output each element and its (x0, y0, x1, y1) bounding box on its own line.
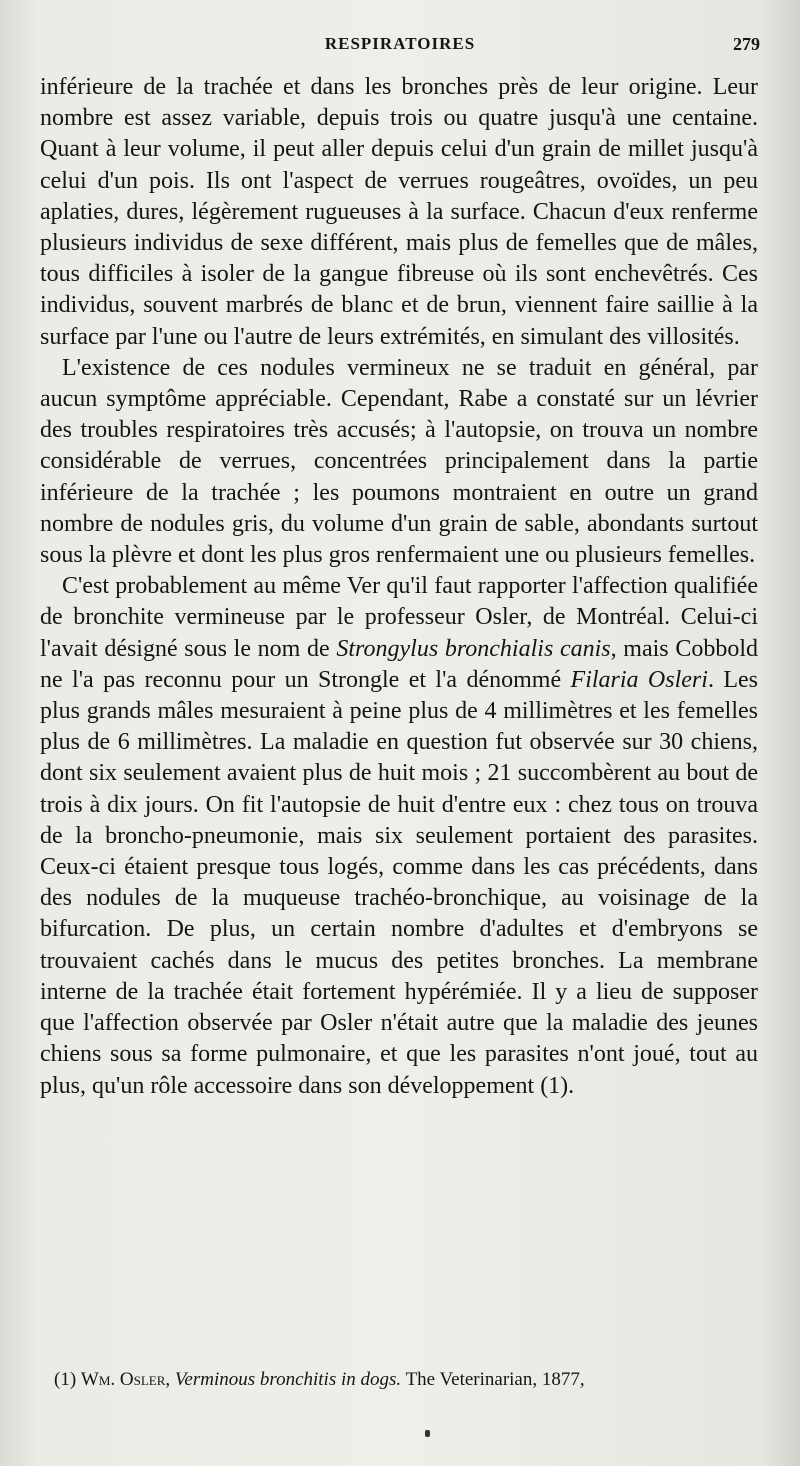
paragraph-3-text-b: , mais Cobbold ne l'a pas reconnu pour un Strongle et l'a dénommé (40, 635, 758, 693)
footnote (40, 1368, 758, 1392)
ink-speck (425, 1430, 430, 1437)
body-text (40, 72, 758, 1102)
page-number: 279 (733, 34, 760, 54)
footnote-marker: (1) (54, 1369, 77, 1390)
paragraph-3-text-c: . Les plus grands mâles mesuraient à peine plus de 4 millimètres et les femelles plus de 6 millimètres. La maladie en question fut observée sur 30 chiens, dont six seulement avaient plus de huit mois ; 21 succombèrent au bout de trois à dix jours. On fit l'autopsie de huit d'entre eux : chez tous on trouva de la broncho-pneumonie, mais six seulement portaient des parasites. Ceux-ci étaient presque tous logés, comme dans les cas précédents, dans des nodules de la muqueuse trachéo-bronchique, au voisinage de la bifurcation. De plus, un certain nombre d'adultes et d'embryons se trouvaient cachés dans le mucus des petites bronches. La membrane interne de la trachée était fortement hypérémiée. Il y a lieu de supposer que l'affection observée par Osler n'était autre que la maladie des jeunes chiens sous sa forme pulmonaire, et que les parasites n'ont joué, tout au plus, qu'un rôle accessoire dans son développement (1). (40, 666, 758, 1099)
page-header (40, 34, 760, 62)
running-title: RESPIRATOIRES (324, 34, 476, 53)
paragraph-2: L'existence de ces nodules vermineux ne se traduit en général, par aucun symptôme appréciable. Cependant, Rabe a constaté sur un lévrier des troubles respiratoires très accusés; à l'autopsie, on trouva un nombre considérable de verrues, concentrées principalement dans la partie inférieure de la trachée ; les poumons montraient en outre un grand nombre de nodules gris, du volume d'un grain de sable, abondants surtout sous la plèvre et dont les plus gros renfermaient une ou plusieurs femelles. (40, 354, 758, 569)
footnote-title: Verminous bronchitis in dogs. (174, 1369, 402, 1390)
species-name-filaria: Filaria Osleri (570, 666, 708, 693)
footnote-author: Wm. Osler, (80, 1369, 171, 1390)
species-name-strongylus: Strongylus bronchialis canis (336, 635, 611, 662)
paragraph-3 (40, 571, 758, 1101)
footnote-source: The Veterinarian, 1877, (405, 1369, 585, 1390)
paragraph-1: inférieure de la trachée et dans les bronches près de leur origine. Leur nombre est assez variable, depuis trois ou quatre jusqu'à une centaine. Quant à leur volume, il peut aller depuis celui d'un grain de millet jusqu'à celui d'un pois. Ils ont l'aspect de verrues rougeâtres, ovoïdes, un peu aplaties, dures, légèrement rugueuses à la surface. Chacun d'eux renferme plusieurs individus de sexe différent, mais plus de femelles que de mâles, tous difficiles à isoler de la gangue fibreuse où ils sont enchevêtrés. Ces individus, souvent marbrés de blanc et de brun, viennent faire saillie à la surface par l'une ou l'autre de leurs extrémités, en simulant des villosités. (40, 74, 758, 350)
paragraph-3-text-a: C'est probablement au même Ver qu'il faut rapporter l'affection qualifiée de bronchite vermineuse par le professeur Osler, de Montréal. Celui-ci l'avait désigné sous le nom de (40, 573, 758, 662)
